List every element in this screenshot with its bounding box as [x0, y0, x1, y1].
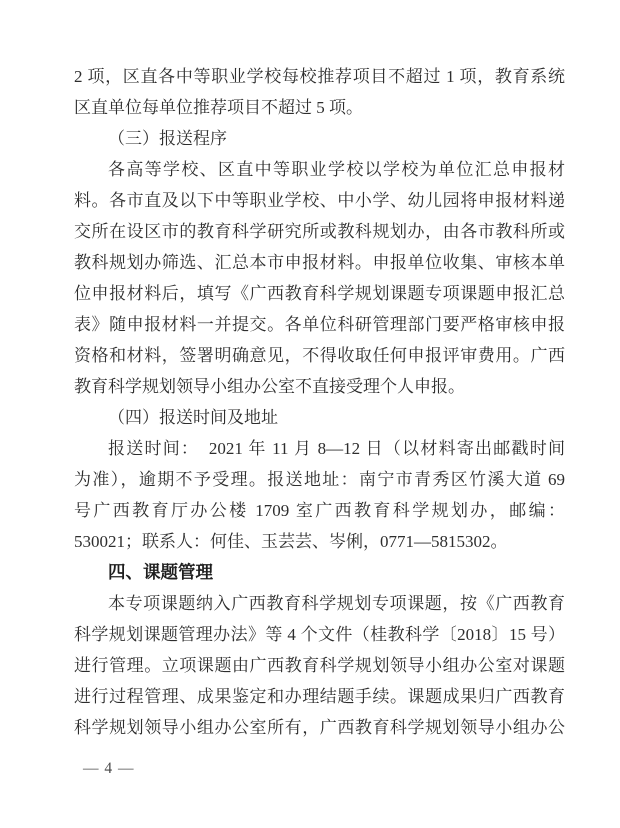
- subsection-heading: （四）报送时间及地址: [108, 408, 278, 427]
- document-body: [74, 61, 565, 743]
- text-line: 教科规划办筛选、汇总本市申报材料。申报单位收集、审核本单: [74, 253, 565, 272]
- text-line: 科学规划领导小组办公室所有，广西教育科学规划领导小组办公: [74, 718, 565, 737]
- text-line: 报送时间： 2021 年 11 月 8—12 日（以材料寄出邮戳时间: [108, 439, 565, 458]
- text-line: 进行过程管理、成果鉴定和办理结题手续。课题成果归广西教育: [74, 687, 565, 706]
- text-line: 2 项，区直各中等职业学校每校推荐项目不超过 1 项，教育系统: [74, 67, 565, 86]
- text-line: 号广西教育厅办公楼 1709 室广西教育科学规划办，邮编：: [74, 501, 565, 520]
- text-line: 各高等学校、区直中等职业学校以学校为单位汇总申报材: [108, 160, 565, 179]
- page-number: — 4 —: [83, 760, 135, 777]
- text-line: 位申报材料后，填写《广西教育科学规划课题专项课题申报汇总: [74, 284, 565, 303]
- text-line: 为准），逾期不予受理。报送地址：南宁市青秀区竹溪大道 69: [74, 470, 565, 489]
- text-line: 科学规划课题管理办法》等 4 个文件（桂教科学〔2018〕15 号）: [74, 625, 565, 644]
- text-line: 表》随申报材料一并提交。各单位科研管理部门要严格审核申报: [74, 315, 565, 334]
- text-line: 交所在设区市的教育科学研究所或教科规划办，由各市教科所或: [74, 222, 565, 241]
- text-line: 资格和材料，签署明确意见，不得收取任何申报评审费用。广西: [74, 346, 565, 365]
- text-line: 进行管理。立项课题由广西教育科学规划领导小组办公室对课题: [74, 656, 565, 675]
- text-line: 区直单位每单位推荐项目不超过 5 项。: [74, 98, 363, 117]
- text-line: 料。各市直及以下中等职业学校、中小学、幼儿园将申报材料递: [74, 191, 565, 210]
- text-line: 530021；联系人：何佳、玉芸芸、岑俐，0771—5815302。: [74, 532, 508, 551]
- subsection-heading: （三）报送程序: [108, 129, 227, 148]
- text-line: 本专项课题纳入广西教育科学规划专项课题，按《广西教育: [108, 594, 565, 613]
- text-line: 教育科学规划领导小组办公室不直接受理个人申报。: [74, 377, 465, 396]
- section-heading: 四、课题管理: [108, 562, 213, 582]
